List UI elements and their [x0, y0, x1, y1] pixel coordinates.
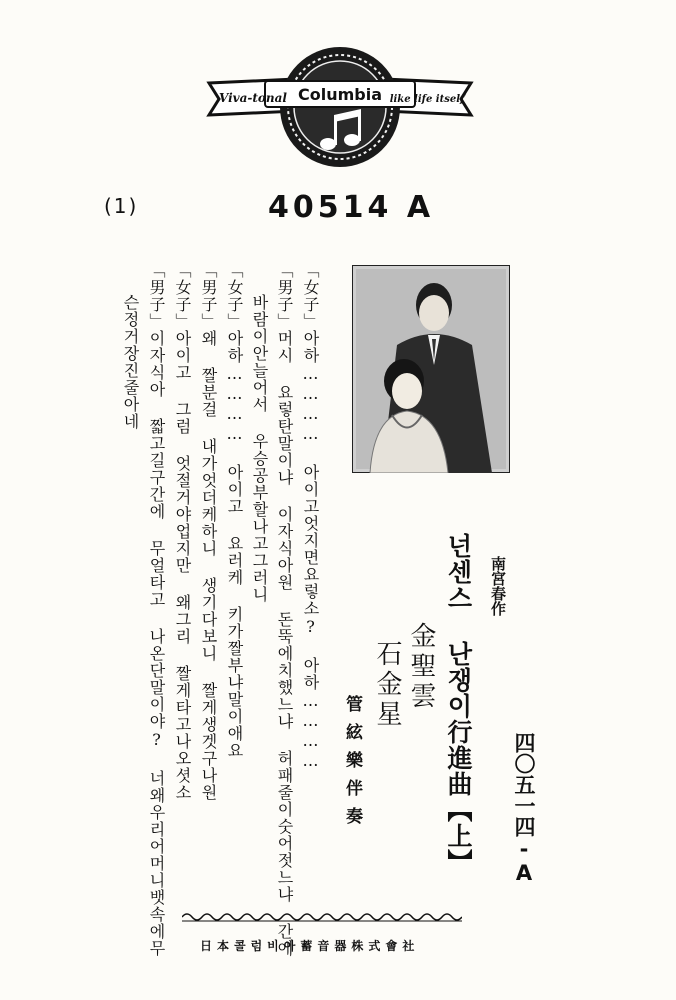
accompaniment: 管絃樂伴奏: [342, 695, 362, 835]
logo-left-slogan: Viva-tonal: [219, 91, 287, 105]
page-number: (1): [104, 194, 139, 218]
song-title: 넌센스 난쟁이行進曲【上】: [444, 533, 473, 875]
singer-name: 金聖雲: [406, 622, 436, 712]
record-number: 40514 A: [268, 190, 435, 225]
columbia-logo: [205, 45, 475, 170]
singer-name: 石金星: [372, 640, 402, 730]
logo-right-slogan: like life itself: [389, 94, 465, 105]
lyric-line: 「女子」아하………… 아이고 요러케 키가짤부냐말이애요: [225, 262, 244, 759]
lyric-line: 바람이안늘어서 우승공부할나고그러니: [250, 294, 269, 603]
lyric-line: 「女子」아이고 그럼 엇절거야업지만 왜그리 짤게타고나오셧소: [173, 262, 192, 801]
lyric-line: 「女子」아하………… 아이고엇지면요렇소? 아하…………: [301, 262, 320, 771]
wavy-divider: [182, 910, 462, 924]
logo-brand-text: Columbia: [297, 85, 383, 104]
lyric-line: 「男子」머시 요렇탄말이냐 이자식아원 돈뚝에치했느냐 허패줄이숫어젓느냐 간에: [275, 262, 294, 957]
lyric-line: 「男子」이자식아 짧고길구간에 무얼타고 나온단말이야? 너왜우리어머니뱃속에무: [147, 262, 166, 957]
lyric-line: 「男子」왜 짤분걸 내가엇더케하니 생기다보니 짤게생겟구나원: [199, 262, 218, 801]
lyricist: 南宮春作: [489, 556, 507, 616]
lyric-line: 슨정거장진줄아네: [121, 294, 140, 430]
company-name: 日本콜럼비아蓄音器株式會社: [200, 939, 420, 953]
record-number-vertical: 四〇五一四-A: [512, 732, 536, 885]
singers-photo: [352, 265, 510, 473]
